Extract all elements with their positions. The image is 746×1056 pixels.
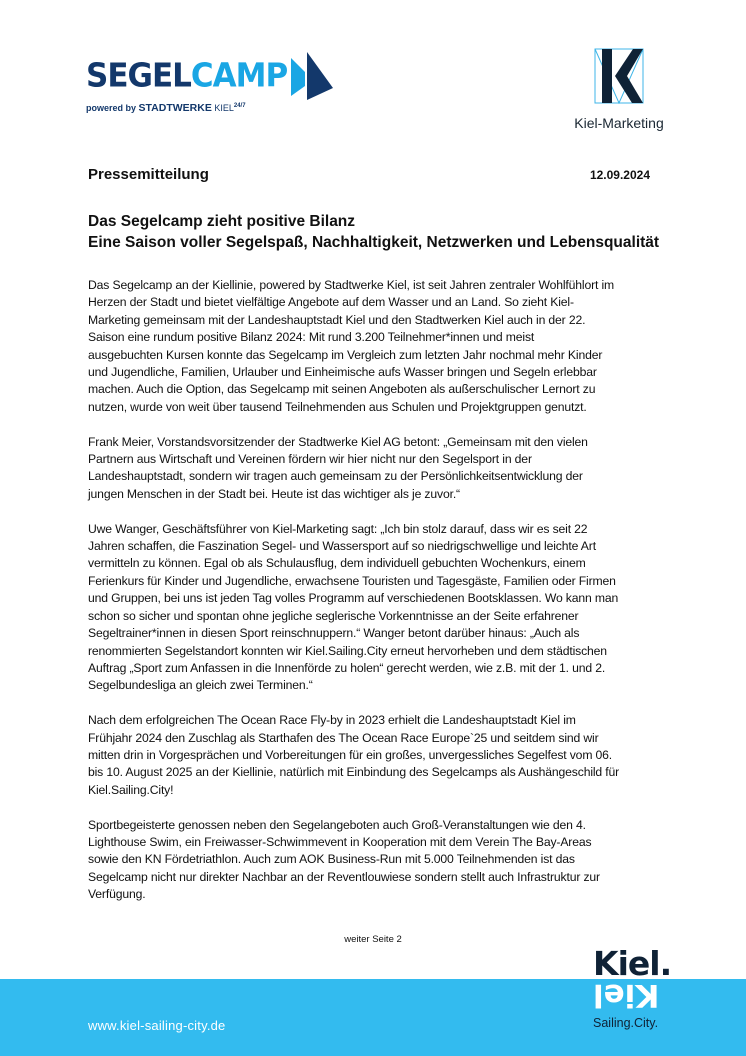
logo-kiel: Kiel. [593, 944, 672, 983]
text-line: Uwe Wanger, Geschäftsführer von Kiel-Marketing sagt: „Ich bin stolz darauf, dass wir es seit 22 [88, 521, 588, 536]
doc-label: Pressemitteilung [88, 166, 209, 183]
text-line: Frühjahr 2024 den Zuschlag als Starthafen des The Ocean Race Europe`25 und seitdem sind wir [88, 730, 599, 745]
text-line: schon so sicher und spontan ohne jegliche seglerische Vorkenntnisse an der Seite erfahrener [88, 608, 579, 623]
doc-subtitle: Eine Saison voller Segelspaß, Nachhaltigkeit, Netzwerken und Lebensqualität [88, 234, 660, 251]
text-line: Segeltrainer*innen in diesen Sport reinschnuppern.“ Wanger betont darüber hinaus: „Auch als [88, 626, 580, 641]
text-line: Kiel.Sailing.City! [88, 782, 174, 797]
text-line: machen. Auch die Option, das Segelcamp mit seinen Angeboten als außerschulischer Lernort zu [88, 382, 596, 397]
footer-url[interactable]: www.kiel-sailing-city.de [88, 1018, 226, 1033]
kiel-marketing-logo [562, 48, 676, 131]
text-line: Partnern aus Wirtschaft und Vereinen fördern wir hier nicht nur den Segelsport in der [88, 452, 532, 467]
text-line: vermitteln zu können. Egal ob als Schulausflug, dem individuell gebuchten Wochenkurs, einem [88, 556, 586, 571]
doc-title: Das Segelcamp zieht positive Bilanz [88, 213, 356, 230]
km-mark-icon [593, 48, 645, 104]
text-line: Landeshauptstadt, sondern wir tragen auch gemeinsam zu der Persönlichkeitsentwicklung der [88, 469, 583, 484]
sail-icon [291, 52, 337, 100]
text-line: und Jugendliche, Familien, Urlauber und Einheimische aufs Wasser bringen und Segeln erlebbar [88, 365, 597, 380]
text-line: nutzen, wurde von weit über tausend Teilnehmenden aus Schulen und Projektgruppen genutzt. [88, 399, 587, 414]
logo-sailing-city: Sailing.City. [593, 1016, 659, 1030]
paragraph [88, 434, 688, 504]
text-line: Auftrag „Sport zum Anfassen in die Innenförde zu holen“ gerecht werden, wie z.B. mit der 1. und 2. [88, 660, 606, 675]
text-line: renommierten Segelstandort konnten wir Kiel.Sailing.City erneut hervorheben und dem städtischen [88, 643, 607, 658]
text-line: Ferienkurs für Kinder und Jugendliche, erwachsene Touristen und Tagesgäste, Familien oder Firmen [88, 573, 616, 588]
heading-row [88, 166, 650, 183]
doc-body [88, 277, 688, 921]
text-line: ausgebuchten Kursen konnte das Segelcamp im Vergleich zum letzten Jahr nochmal mehr Kinder [88, 347, 603, 362]
text-line: Marketing gemeinsam mit der Landeshauptstadt Kiel und den Stadtwerken Kiel auch in der 22. [88, 312, 586, 327]
powered-by: powered by STADTWERKE $KIEL^{24/7}$ [86, 102, 246, 114]
paragraph [88, 817, 688, 904]
text-line: Lighthouse Swim, ein Freiwasser-Schwimmevent in Kooperation mit dem Verein The Bay-Areas [88, 834, 592, 849]
logo-kiel-mirror: Kiel [593, 977, 660, 1013]
doc-date: 12.09.2024 [589, 168, 650, 182]
paragraph [88, 521, 688, 695]
logo-camp: CAMP [190, 57, 288, 95]
text-line: Saison eine rundum positive Bilanz 2024: Mit rund 3.200 Teilnehmer*innen und meist [88, 330, 535, 345]
kiel-sailing-city-logo [593, 944, 672, 1030]
text-line: Jahren schaffen, die Faszination Segel- und Wassersport auf so niedrigschwellige und leichte Art [88, 539, 596, 554]
text-line: Segelbundesliga an gleich zwei Terminen.“ [88, 678, 313, 693]
text-line: und Gruppen, bei uns ist jeden Tag volles Programm auf verschiedenen Bootsklassen. Wo kann man [88, 591, 619, 606]
segelcamp-logo [86, 52, 337, 114]
logo-segel: SEGEL [86, 57, 191, 95]
doc-title-block [88, 211, 659, 253]
text-line: Sportbegeisterte genossen neben den Segelangeboten auch Groß-Veranstaltungen wie den 4. [88, 817, 586, 832]
text-line: Das Segelcamp an der Kiellinie, powered by Stadtwerke Kiel, ist seit Jahren zentraler Wohlfühlort im [88, 278, 615, 292]
text-line: Verfügung. [88, 887, 146, 902]
text-line: Herzen der Stadt und bietet vielfältige Angebote auf dem Wasser und an Land. So zieht Kiel- [88, 295, 574, 310]
paragraph [88, 712, 688, 799]
text-line: jungen Menschen in der Stadt bei. Heute ist das wichtiger als je zuvor.“ [88, 486, 460, 501]
text-line: bis 10. August 2025 an der Kiellinie, natürlich mit Einbindung des Segelcamps als Aushängeschild für [88, 765, 620, 780]
text-line: sowie den KN Fördetriathlon. Auch zum AOK Business-Run mit 5.000 Teilnehmenden ist das [88, 852, 575, 867]
text-line: Segelcamp nicht nur direkter Nachbar an der Reventlouwiese sondern stellt auch Infrastruktur zur [88, 869, 600, 884]
kiel-marketing-name: Kiel-Marketing [574, 115, 664, 131]
paragraph [88, 277, 688, 416]
text-line: mitten drin in Vorgesprächen und Vorbereitungen für ein großes, unvergessliches Segelfest vom 06. [88, 747, 613, 762]
text-line: Frank Meier, Vorstandsvorsitzender der Stadtwerke Kiel AG betont: „Gemeinsam mit den vielen [88, 434, 588, 449]
continued-note: weiter Seite 2 [344, 934, 402, 945]
text-line: Nach dem erfolgreichen The Ocean Race Fly-by in 2023 erhielt die Landeshauptstadt Kiel im [88, 713, 576, 728]
